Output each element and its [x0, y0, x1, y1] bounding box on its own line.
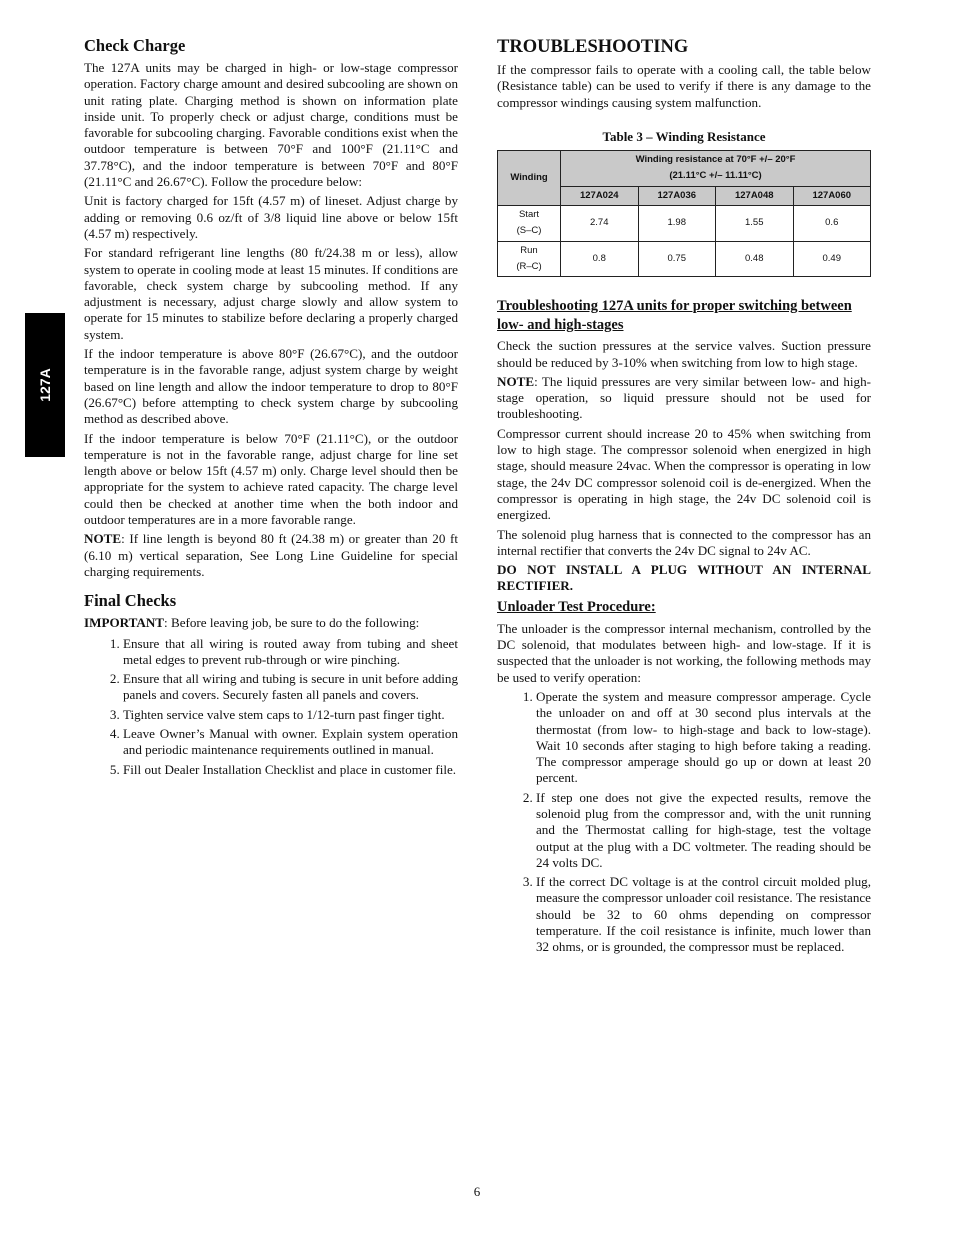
page-number: 6 [473, 1184, 481, 1199]
check-charge-heading: Check Charge [84, 36, 186, 55]
final-checks-section [84, 591, 458, 778]
check-charge-section [84, 36, 458, 580]
list-item: 1. Operate the system and measure compressor amperage. Cycle the unloader on and off at 30 second plus intervals at the thermostat (from low- to high-stage and back to low-stage). Wait 10 seconds after staging to high before taking a reading. The compressor amperage should go up or down at least 20 percent. [536, 689, 871, 787]
check-charge-note [84, 531, 458, 580]
switching-heading: Troubleshooting 127A units for proper switching between low- and high-stages [497, 298, 852, 334]
table-cell: 2.74 [561, 206, 639, 242]
list-item: 5. Fill out Dealer Installation Checklist and place in customer file. [123, 762, 458, 778]
check-charge-paragraph-3: For standard refrigerant line lengths (80 ft/24.38 m or less), allow system to operate in cooling mode at least 15 minutes. If conditions are favorable, check system charge by subcooling method. If any adjustment is necessary, adjust charge slowly and allow system to operate for 15 minutes to stabilize before declaring a properly charged system. [84, 245, 458, 342]
table-cell: 0.75 [638, 241, 716, 277]
troubleshooting-intro: If the compressor fails to operate with a cooling call, the table below (Resistance table) can be used to verify if there is any damage to the compressor windings causing system malfunction. [497, 62, 871, 110]
table-header-row [498, 151, 871, 187]
table-row [498, 241, 871, 277]
table-cell: 0.48 [716, 241, 794, 277]
note-label: NOTE [497, 373, 535, 389]
unloader-list [497, 689, 871, 956]
troubleshooting-section [497, 36, 871, 111]
list-item: 4. Leave Owner’s Manual with owner. Explain system operation and periodic maintenance requirements outlined in manual. [123, 726, 458, 759]
side-tab [25, 313, 65, 457]
model-header: 127A024 [561, 186, 639, 205]
list-item: 2. If step one does not give the expected results, remove the solenoid plug from the compressor and, with the unit running and the Thermostat calling for high-stage, test the voltage output at the plug with a DC voltmeter. The reading should be 24 volts DC. [536, 790, 871, 871]
table-cell: 0.49 [793, 241, 871, 277]
row-label [498, 241, 561, 277]
check-charge-paragraph-5: If the indoor temperature is below 70°F (21.11°C), or the outdoor temperature is not in the favorable range, adjust charge for line set length above or below 15ft (4.57 m) only. Charge level should then be appropriate for the system to achieve rated capacity. The charge level could then be checked at another time when the both indoor and outdoor temperatures are in a more favorable range. [84, 430, 458, 528]
note-text: : If line length is beyond 80 ft (24.38 m) or greater than 20 ft (6.10 m) vertical separation, See Long Line Guideline for special charging requirements. [84, 531, 458, 579]
list-item: 2. Ensure that all wiring and tubing is secure in unit before adding panels and covers. Securely fasten all panels and covers. [123, 671, 458, 704]
winding-resistance-table [497, 150, 871, 277]
group-header [561, 151, 871, 187]
model-header: 127A048 [716, 186, 794, 205]
switching-paragraph-3: The solenoid plug harness that is connected to the compressor has an internal rectifier that converts the 24v DC signal to 24v AC. [497, 526, 871, 558]
model-header: 127A036 [638, 186, 716, 205]
list-item: 1. Ensure that all wiring is routed away from tubing and sheet metal edges to prevent rub-through or wire pinching. [123, 636, 458, 669]
switching-paragraph-1: Check the suction pressures at the service valves. Suction pressure should be reduced by 3-10% when switching from low to high stage. [497, 338, 871, 370]
final-checks-list [84, 636, 458, 778]
row-label-line-2: (R–C) [516, 260, 542, 272]
note-text: : The liquid pressures are very similar between low- and high- stage operation, so liquid pressure should not be used for troubleshooting. [497, 373, 871, 422]
row-label-line-1: Run [520, 244, 538, 256]
troubleshooting-heading: TROUBLESHOOTING [497, 37, 689, 57]
table-cell: 1.98 [638, 206, 716, 242]
winding-header: Winding [498, 151, 561, 206]
switching-section [497, 297, 871, 594]
list-item: 3. Tighten service valve stem caps to 1/12-turn past finger tight. [123, 707, 458, 723]
important-label: IMPORTANT [84, 615, 165, 631]
group-header-line-1: Winding resistance at 70°F +/– 20°F [635, 154, 796, 166]
final-checks-heading: Final Checks [84, 591, 177, 611]
final-checks-important [84, 615, 458, 631]
unloader-heading: Unloader Test Procedure: [497, 598, 656, 615]
row-label [498, 206, 561, 242]
table-row [498, 206, 871, 242]
table-cell: 0.8 [561, 241, 639, 277]
table-cell: 1.55 [716, 206, 794, 242]
check-charge-paragraph-4: If the indoor temperature is above 80°F (26.67°C), and the outdoor temperature is in the favorable range, adjust system charge by weight based on line length and allow the indoor temperature to drop to 80°F (26.67°C) before attempting to check system charge by subcooling method as described above. [84, 346, 458, 427]
important-text: : Before leaving job, be sure to do the following: [164, 615, 420, 631]
switching-note [497, 374, 871, 423]
group-header-line-2: (21.11°C +/– 11.11°C) [669, 170, 762, 182]
table-caption: Table 3 – Winding Resistance [602, 128, 766, 144]
note-label: NOTE [84, 531, 122, 547]
unloader-intro: The unloader is the compressor internal mechanism, controlled by the DC solenoid, that modulates between high- and low-stage. If it is suspected that the unloader is not working, the following methods may be used to verify operation: [497, 620, 871, 685]
row-label-line-1: Start [518, 209, 540, 221]
model-header: 127A060 [793, 186, 871, 205]
right-column [497, 36, 871, 959]
side-tab-label: 127A [37, 368, 53, 402]
check-charge-paragraph-2: Unit is factory charged for 15ft (4.57 m) of lineset. Adjust charge by adding or removing 0.6 oz/ft of 3/8 liquid line above or below 15ft (4.57 m) respectively. [84, 193, 458, 241]
row-label-line-2: (S–C) [516, 225, 542, 237]
switching-paragraph-2: Compressor current should increase 20 to 45% when switching from low to high stage. The compressor solenoid when energized in high stage, should measure 24vac. When the compressor is operating in low stage, the 24v DC compressor solenoid coil is de-energized. When the compressor is operating in high stage, the 24v DC solenoid coil is energized. [497, 425, 871, 523]
table-cell: 0.6 [793, 206, 871, 242]
list-item: 3. If the correct DC voltage is at the control circuit molded plug, measure the compressor unloader coil resistance. The resistance should be 32 to 60 ohms depending on compressor temperature. If the coil resistance is infinite, much lower than 32 ohms, or is grounded, the compressor must be replaced. [536, 874, 871, 955]
rectifier-warning: DO NOT INSTALL A PLUG WITHOUT AN INTERNAL RECTIFIER. [497, 562, 871, 594]
unloader-section [497, 598, 871, 956]
left-column [84, 36, 458, 781]
check-charge-paragraph-1: The 127A units may be charged in high- or low-stage compressor operation. Factory charge amount and desired subcooling are shown on unit rating plate. Charging method is shown on information plate inside unit. To properly check or adjust charge, conditions must be favorable for subcooling charging. Favorable conditions exist when the outdoor temperature is between 70°F and 100°F (21.11°C and 37.78°C), and the indoor temperature is between 70°F and 80°F (21.11°C and 26.67°C). Follow the procedure below: [84, 60, 458, 190]
